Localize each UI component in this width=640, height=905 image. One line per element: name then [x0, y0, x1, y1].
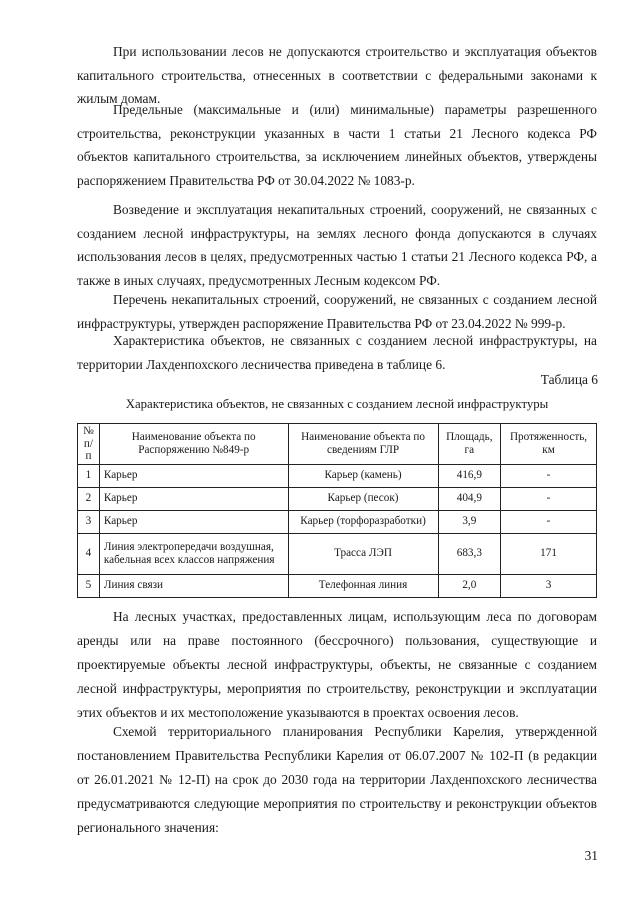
- paragraph-lease-objects: На лесных участках, предоставленных лицам, использующим леса по договорам аренды или на праве постоянного (бессрочного) пользования, существующие и проектируемые объекты лесной инфраструктуры, объекты, не связанные с созданием лесной инфраструктуры, мероприятия по строительству, реконструкции и эксплуатации этих объектов и их местоположение указываются в проектах освоения лесов.: [77, 609, 597, 720]
- table-row: [78, 574, 597, 597]
- cell-glr: Трасса ЛЭП: [288, 533, 438, 574]
- cell-length: -: [501, 487, 597, 510]
- cell-area: 2,0: [438, 574, 501, 597]
- cell-glr: Карьер (торфоразработки): [288, 510, 438, 533]
- cell-area: 3,9: [438, 510, 501, 533]
- cell-num: 4: [78, 533, 100, 574]
- table-row: [78, 510, 597, 533]
- cell-num: 2: [78, 487, 100, 510]
- table-row: [78, 533, 597, 574]
- cell-num: 3: [78, 510, 100, 533]
- paragraph-non-capital-list: Перечень некапитальных строений, сооружений, не связанных с созданием лесной инфраструктуры, утвержден распоряжение Правительства РФ от 23.04.2022 № 999-р.: [77, 292, 597, 331]
- table-row: [78, 464, 597, 487]
- paragraph-table-reference: Характеристика объектов, не связанных с созданием лесной инфраструктуры, на территории Лахденпохского лесничества приведена в таблице 6.: [77, 333, 597, 372]
- header-area: Площадь, га: [438, 424, 501, 465]
- objects-table: [77, 423, 597, 598]
- cell-name: Линия связи: [99, 574, 288, 597]
- cell-length: 3: [501, 574, 597, 597]
- page-number: 31: [584, 848, 598, 863]
- paragraph-residential-ban: При использовании лесов не допускаются строительство и эксплуатация объектов капитального строительства, отнесенных в соответствии с федеральными законами к жилым домам.: [77, 44, 597, 106]
- cell-glr: Карьер (песок): [288, 487, 438, 510]
- paragraph-construction-params: Предельные (максимальные и (или) минимальные) параметры разрешенного строительства, реконструкции указанных в части 1 статьи 21 Лесного кодекса РФ объектов капитального строительства, за исключением линейных объектов, утверждены распоряжением Правительства РФ от 30.04.2022 № 1083-р.: [77, 102, 597, 188]
- cell-length: 171: [501, 533, 597, 574]
- table-caption: Характеристика объектов, не связанных с созданием лесной инфраструктуры: [125, 397, 549, 411]
- cell-length: -: [501, 464, 597, 487]
- header-num: № п/п: [78, 424, 100, 465]
- cell-glr: Карьер (камень): [288, 464, 438, 487]
- cell-name: Линия электропередачи воздушная, кабельная всех классов напряжения: [99, 533, 288, 574]
- table-row: [78, 487, 597, 510]
- cell-name: Карьер: [99, 487, 288, 510]
- table-header-row: [78, 424, 597, 465]
- cell-length: -: [501, 510, 597, 533]
- cell-name: Карьер: [99, 510, 288, 533]
- cell-num: 1: [78, 464, 100, 487]
- table-label: Таблица 6: [540, 372, 598, 387]
- cell-area: 683,3: [438, 533, 501, 574]
- header-length: Протяженность, км: [501, 424, 597, 465]
- paragraph-non-capital-buildings: Возведение и эксплуатация некапитальных строений, сооружений, не связанных с созданием лесной инфраструктуры, на землях лесного фонда допускаются в случаях использования лесов в целях, предусмотренных частью 1 статьи 21 Лесного кодекса РФ, а также в иных случаях, предусмотренных Лесным кодексом РФ.: [77, 202, 597, 288]
- cell-name: Карьер: [99, 464, 288, 487]
- header-glr: Наименование объекта по сведениям ГЛР: [288, 424, 438, 465]
- paragraph-territorial-planning: Схемой территориального планирования Республики Карелия, утвержденной постановлением Правительства Республики Карелия от 06.07.2007 № 102-П (в редакции от 26.01.2021 № 12-П) на срок до 2030 года на территории Лахденпохского лесничества предусматриваются следующие мероприятия по строительству и реконструкции объектов регионального значения:: [77, 724, 597, 835]
- cell-glr: Телефонная линия: [288, 574, 438, 597]
- cell-num: 5: [78, 574, 100, 597]
- cell-area: 404,9: [438, 487, 501, 510]
- header-name: Наименование объекта по Распоряжению №849-р: [99, 424, 288, 465]
- cell-area: 416,9: [438, 464, 501, 487]
